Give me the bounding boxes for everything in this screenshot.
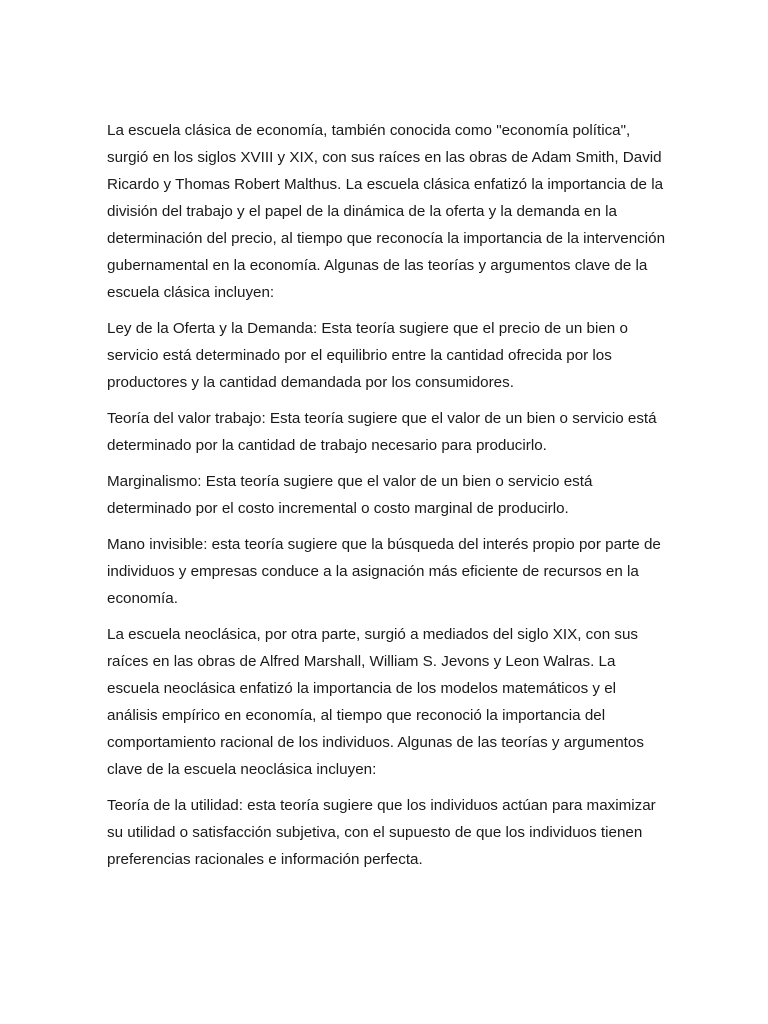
paragraph-labor-value-theory: Teoría del valor trabajo: Esta teoría sugiere que el valor de un bien o servicio está determinado por la cantidad de trabajo necesario para producirlo. <box>107 410 657 454</box>
paragraph-supply-demand: Ley de la Oferta y la Demanda: Esta teoría sugiere que el precio de un bien o servicio está determinado por el equilibrio entre la cantidad ofrecida por los productores y la cantidad demandada por los consumidores. <box>107 320 628 391</box>
paragraph-neoclassical-school-intro: La escuela neoclásica, por otra parte, surgió a mediados del siglo XIX, con sus raíces en las obras de Alfred Marshall, William S. Jevons y Leon Walras. La escuela neoclásica enfatizó la importancia de los modelos matemáticos y el análisis empírico en economía, al tiempo que reconoció la importancia del comportamiento racional de los individuos. Algunas de las teorías y argumentos clave de la escuela neoclásica incluyen: <box>107 626 644 778</box>
document-body <box>107 117 667 882</box>
paragraph-marginalism: Marginalismo: Esta teoría sugiere que el valor de un bien o servicio está determinado por el costo incremental o costo marginal de producirlo. <box>107 473 593 517</box>
paragraph-invisible-hand: Mano invisible: esta teoría sugiere que la búsqueda del interés propio por parte de individuos y empresas conduce a la asignación más eficiente de recursos en la economía. <box>107 536 661 607</box>
paragraph-classical-school-intro: La escuela clásica de economía, también conocida como "economía política", surgió en los siglos XVIII y XIX, con sus raíces en las obras de Adam Smith, David Ricardo y Thomas Robert Malthus. La escuela clásica enfatizó la importancia de la división del trabajo y el papel de la dinámica de la oferta y la demanda en la determinación del precio, al tiempo que reconocía la importancia de la intervención gubernamental en la economía. Algunas de las teorías y argumentos clave de la escuela clásica incluyen: <box>107 122 666 301</box>
paragraph-utility-theory: Teoría de la utilidad: esta teoría sugiere que los individuos actúan para maximizar su utilidad o satisfacción subjetiva, con el supuesto de que los individuos tienen preferencias racionales e información perfecta. <box>107 797 656 868</box>
